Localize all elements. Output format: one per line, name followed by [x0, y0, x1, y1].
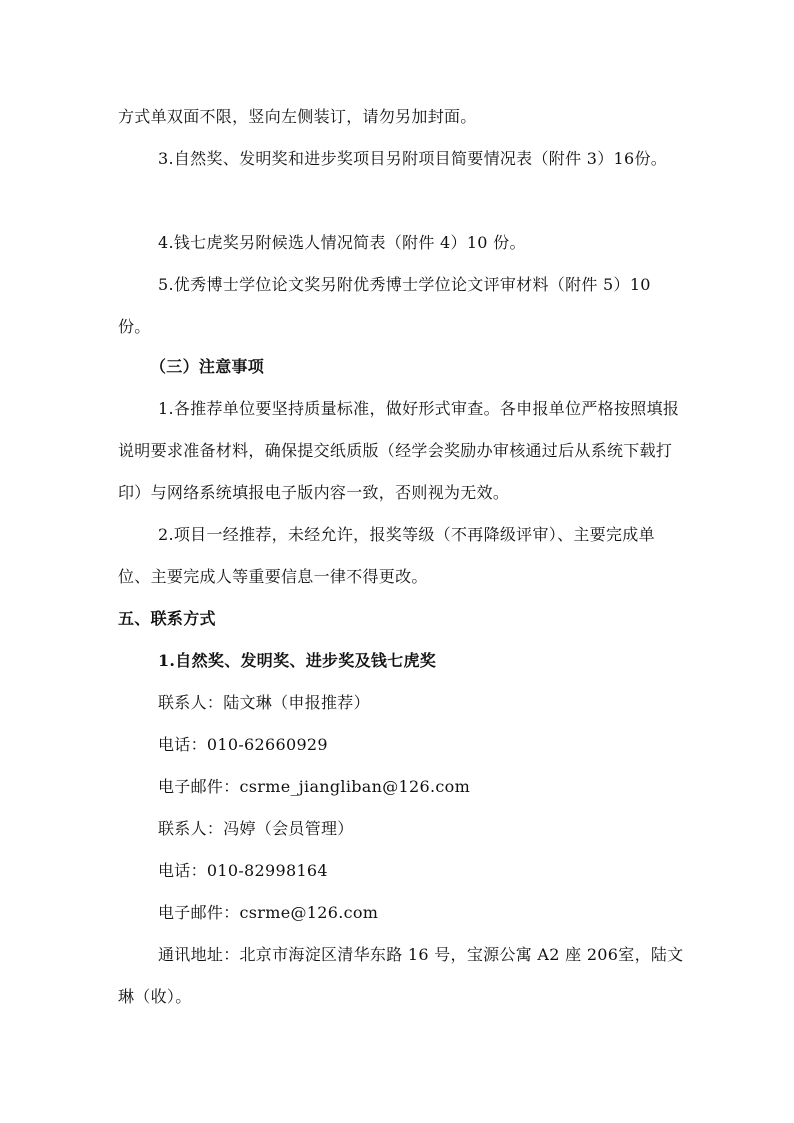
contact-person-1: 联系人：陆文琳（申报推荐）: [158, 693, 370, 712]
paragraph-item-5: 5.优秀博士学位论文奖另附优秀博士学位论文评审材料（附件 5）10 份。: [118, 275, 651, 336]
paragraph-note-1: 1.各推荐单位要坚持质量标准，做好形式审查。各申报单位严格按照填报说明要求准备材料，确保提交纸质版（经学会奖励办审核通过后从系统下载打印）与网络系统填报电子版内容一致，否则视为无效。: [118, 399, 680, 502]
contact-address: 通讯地址：北京市海淀区清华东路 16 号，宝源公寓 A2 座 206室，陆文琳（收）。: [118, 945, 684, 1006]
contact-email-2: 电子邮件：csrme@126.com: [158, 903, 379, 922]
paragraph-binding-method: 方式单双面不限，竖向左侧装订，请勿另加封面。: [118, 107, 477, 126]
contact-phone-2: 电话：010-82998164: [158, 861, 328, 880]
section-heading-contact: 五、联系方式: [118, 609, 216, 628]
paragraph-note-2: 2.项目一经推荐，未经允许，报奖等级（不再降级评审）、主要完成单位、主要完成人等重要信息一律不得更改。: [118, 525, 655, 586]
contact-sub-heading: 1.自然奖、发明奖、进步奖及钱七虎奖: [158, 651, 437, 670]
contact-phone-1: 电话：010-62660929: [158, 735, 328, 754]
contact-person-2: 联系人：冯婷（会员管理）: [158, 819, 354, 838]
paragraph-item-4: 4.钱七虎奖另附候选人情况简表（附件 4）10 份。: [158, 233, 526, 252]
contact-email-1: 电子邮件：csrme_jiangliban@126.com: [158, 777, 471, 796]
paragraph-item-3: 3.自然奖、发明奖和进步奖项目另附项目简要情况表（附件 3）16份。: [158, 149, 668, 168]
section-heading-notes: （三）注意事项: [150, 357, 265, 376]
